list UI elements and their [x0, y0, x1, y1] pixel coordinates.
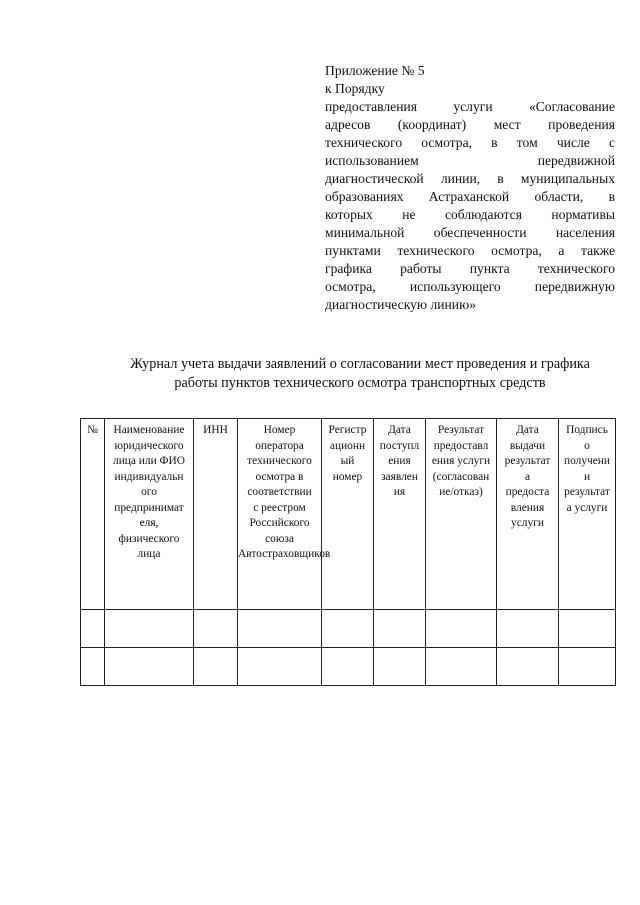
appendix-body-line: адресов (координат) мест проведения	[325, 117, 615, 132]
column-header-label: Результат предоставл ения услуги (согласован ие/отказ)	[431, 424, 491, 498]
table-cell	[194, 610, 238, 648]
appendix-last-line: диагностическую линию»	[325, 297, 477, 312]
column-header	[105, 419, 194, 610]
appendix-body-line: использованием передвижной	[325, 153, 615, 168]
column-header-label: Дата выдачи результат а предоста вления услуги	[504, 424, 551, 529]
journal-title-line1: Журнал учета выдачи заявлений о согласовании мест проведения и графика	[130, 356, 590, 372]
column-header	[238, 419, 331, 610]
column-header-label: №	[87, 424, 98, 436]
appendix-body-line: технического осмотра, в том числе с	[325, 135, 615, 150]
column-header	[374, 419, 426, 610]
table-cell	[105, 610, 194, 648]
table-cell	[559, 610, 616, 648]
column-header	[194, 419, 238, 610]
table-cell	[497, 648, 559, 686]
table-row	[81, 610, 616, 648]
table-cell	[81, 648, 105, 686]
column-header-label: Регистр ационн ый номер	[328, 424, 367, 483]
table-header-row	[81, 419, 616, 610]
appendix-body-line: которых не соблюдаются нормативы	[325, 207, 615, 222]
appendix-number: Приложение № 5	[325, 63, 425, 78]
table-cell	[374, 610, 426, 648]
table-cell	[322, 648, 374, 686]
column-header-label: Номер оператора технического осмотра в соответствии с реестром Российского союза Автостраховщиков	[238, 424, 331, 560]
journal-title-line2: работы пунктов технического осмотра транспортных средств	[174, 375, 546, 391]
table-cell	[426, 648, 497, 686]
column-header	[497, 419, 559, 610]
appendix-body	[325, 98, 615, 296]
journal-title	[95, 355, 625, 393]
table-cell	[105, 648, 194, 686]
appendix-body-line: образованиях Астраханской области, в	[325, 189, 615, 204]
column-header	[426, 419, 497, 610]
table-cell	[374, 648, 426, 686]
table-cell	[322, 610, 374, 648]
table-cell	[238, 648, 322, 686]
appendix-body-line: пунктами технического осмотра, а также	[325, 243, 615, 258]
table-cell	[238, 610, 322, 648]
appendix-header	[325, 62, 615, 314]
appendix-body-line: минимальной обеспеченности населения	[325, 225, 615, 240]
column-header-label: Дата поступл ения заявлен ия	[379, 424, 420, 498]
appendix-body-line: диагностической линии, в муниципальных	[325, 171, 615, 186]
appendix-body-line: осмотра, использующего передвижную	[325, 279, 615, 294]
journal-table	[80, 418, 616, 686]
appendix-reference: к Порядку	[325, 81, 385, 96]
table-cell	[559, 648, 616, 686]
column-header-label: Подпись о получени и результат а услуги	[564, 424, 610, 514]
column-header	[81, 419, 105, 610]
table-row	[81, 648, 616, 686]
column-header-label: Наименование юридического лица или ФИО индивидуальн ого предпринимат еля, физического лица	[113, 424, 185, 560]
column-header-label: ИНН	[203, 424, 228, 436]
table-cell	[194, 648, 238, 686]
column-header	[322, 419, 374, 610]
table-cell	[497, 610, 559, 648]
table-body	[81, 610, 616, 686]
table-cell	[81, 610, 105, 648]
appendix-body-line: графика работы пункта технического	[325, 261, 615, 276]
column-header	[559, 419, 616, 610]
table-cell	[426, 610, 497, 648]
appendix-body-line: предоставления услуги «Согласование	[325, 99, 615, 114]
